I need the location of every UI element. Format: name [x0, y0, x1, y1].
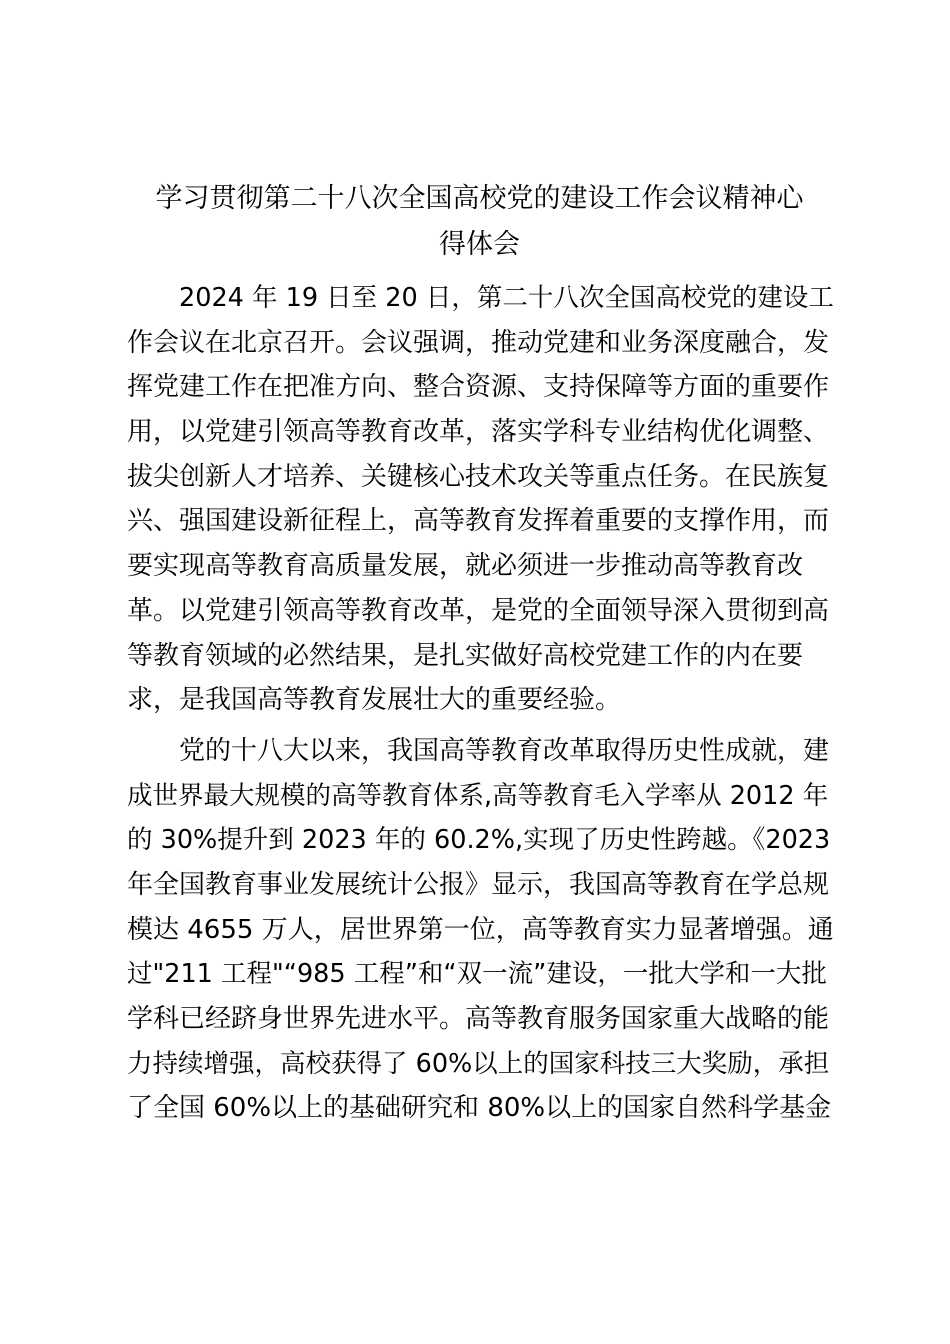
- document-body: [127, 276, 837, 1131]
- paragraph-line: 革。以党建引领高等教育改革，是党的全面领导深入贯彻到高: [127, 595, 830, 626]
- paragraph-line: 党的十八大以来，我国高等教育改革取得历史性成就，建: [179, 735, 830, 766]
- paragraph-line: 了全国 60%以上的基础研究和 80%以上的国家自然科学基金: [127, 1093, 832, 1124]
- paragraph-line: 过"211 工程"“985 工程”和“双一流”建设，一批大学和一大批: [127, 959, 827, 990]
- title-line-1: 学习贯彻第二十八次全国高校党的建设工作会议精神心: [155, 183, 804, 214]
- paragraph-line: 要实现高等教育高质量发展，就必须进一步推动高等教育改: [127, 551, 804, 582]
- paragraph-line: 挥党建工作在把准方向、整合资源、支持保障等方面的重要作: [127, 372, 830, 403]
- paragraph-line: 力持续增强，高校获得了 60%以上的国家科技三大奖励，承担: [127, 1048, 830, 1079]
- paragraph-line: 学科已经跻身世界先进水平。高等教育服务国家重大战略的能: [127, 1004, 830, 1034]
- paragraph-2: [127, 729, 837, 1131]
- paragraph-line: 拔尖创新人才培养、关键核心技术攻关等重点任务。在民族复: [127, 461, 830, 492]
- paragraph-line: 的 30%提升到 2023 年的 60.2%,实现了历史性跨越。《2023: [127, 825, 831, 856]
- title-line-2: 得体会: [439, 229, 520, 260]
- paragraph-line: 等教育领域的必然结果，是扎实做好高校党建工作的内在要: [127, 640, 804, 671]
- paragraph-line: 求，是我国高等教育发展壮大的重要经验。: [127, 685, 622, 716]
- paragraph-1: [127, 276, 837, 723]
- paragraph-line: 用，以党建引领高等教育改革，落实学科专业结构优化调整、: [127, 417, 830, 448]
- document-title: [127, 176, 832, 268]
- paragraph-line: 模达 4655 万人，居世界第一位，高等教育实力显著增强。通: [127, 914, 834, 945]
- paragraph-line: 成世界最大规模的高等教育体系,高等教育毛入学率从 2012 年: [127, 780, 829, 811]
- paragraph-line: 年全国教育事业发展统计公报》显示，我国高等教育在学总规: [127, 869, 830, 900]
- paragraph-line: 兴、强国建设新征程上，高等教育发挥着重要的支撑作用，而: [127, 506, 830, 537]
- paragraph-line: 作会议在北京召开。会议强调，推动党建和业务深度融合，发: [127, 327, 830, 358]
- paragraph-line: 2024 年 19 日至 20 日，第二十八次全国高校党的建设工: [179, 283, 834, 313]
